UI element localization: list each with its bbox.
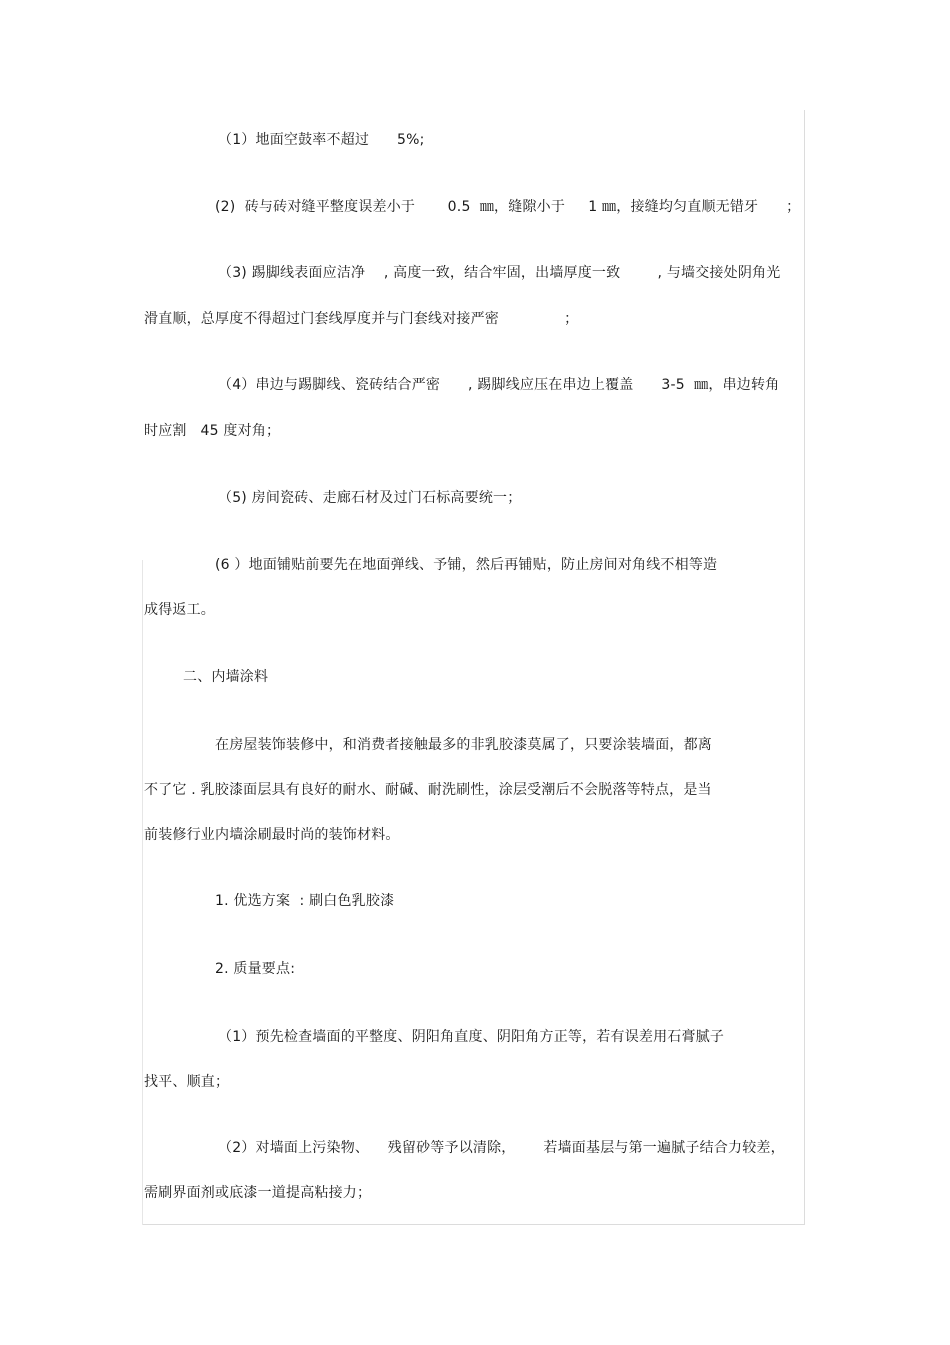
text-line: （2）对墙面上污染物、 残留砂等予以清除， 若墙面基层与第一遍腻子结合力较差， [218,1140,785,1156]
text-line: （4）串边与踢脚线、瓷砖结合严密 , 踢脚线应压在串边上覆盖 3-5 ㎜，串边转角 [218,377,780,393]
text-line: 成得返工。 [144,602,215,618]
text-line: (2) 砖与砖对缝平整度误差小于 0.5 ㎜，缝隙小于 1 ㎜，接缝均匀直顺无错牙 ； [215,199,801,215]
text-line: （1）预先检查墙面的平整度、阴阳角直度、阴阳角方正等，若有误差用石膏腻子 [218,1029,725,1045]
text-line: （1）地面空鼓率不超过 5%; [218,132,425,148]
text-line: 1. 优选方案 : 刷白色乳胶漆 [215,893,395,909]
text-line: 找平、顺直； [144,1074,230,1090]
text-line: （5) 房间瓷砖、走廊石材及过门石标高要统一； [218,490,522,506]
text-line: 滑直顺，总厚度不得超过门套线厚度并与门套线对接严密 ； [144,311,579,327]
text-line: 前装修行业内墙涂刷最时尚的装饰材料。 [144,827,400,843]
text-line: （3) 踢脚线表面应洁净 , 高度一致，结合牢固，出墙厚度一致 , 与墙交接处阴角光 [218,265,781,281]
text-line: (6 ）地面铺贴前要先在地面弹线、予铺，然后再铺贴，防止房间对角线不相等造 [215,557,718,573]
text-line: 不了它 . 乳胶漆面层具有良好的耐水、耐碱、耐洗刷性，涂层受潮后不会脱落等特点，是当 [144,782,712,798]
text-line: 2. 质量要点: [215,961,296,977]
text-line: 在房屋装饰装修中，和消费者接触最多的非乳胶漆莫属了，只要涂装墙面，都离 [215,737,712,753]
page-frame-left-edge [142,560,143,1225]
section-heading: 二、内墙涂料 [183,669,269,685]
text-line: 需刷界面剂或底漆一道提高粘接力； [144,1185,372,1201]
text-line: 时应割 45 度对角； [144,423,281,439]
